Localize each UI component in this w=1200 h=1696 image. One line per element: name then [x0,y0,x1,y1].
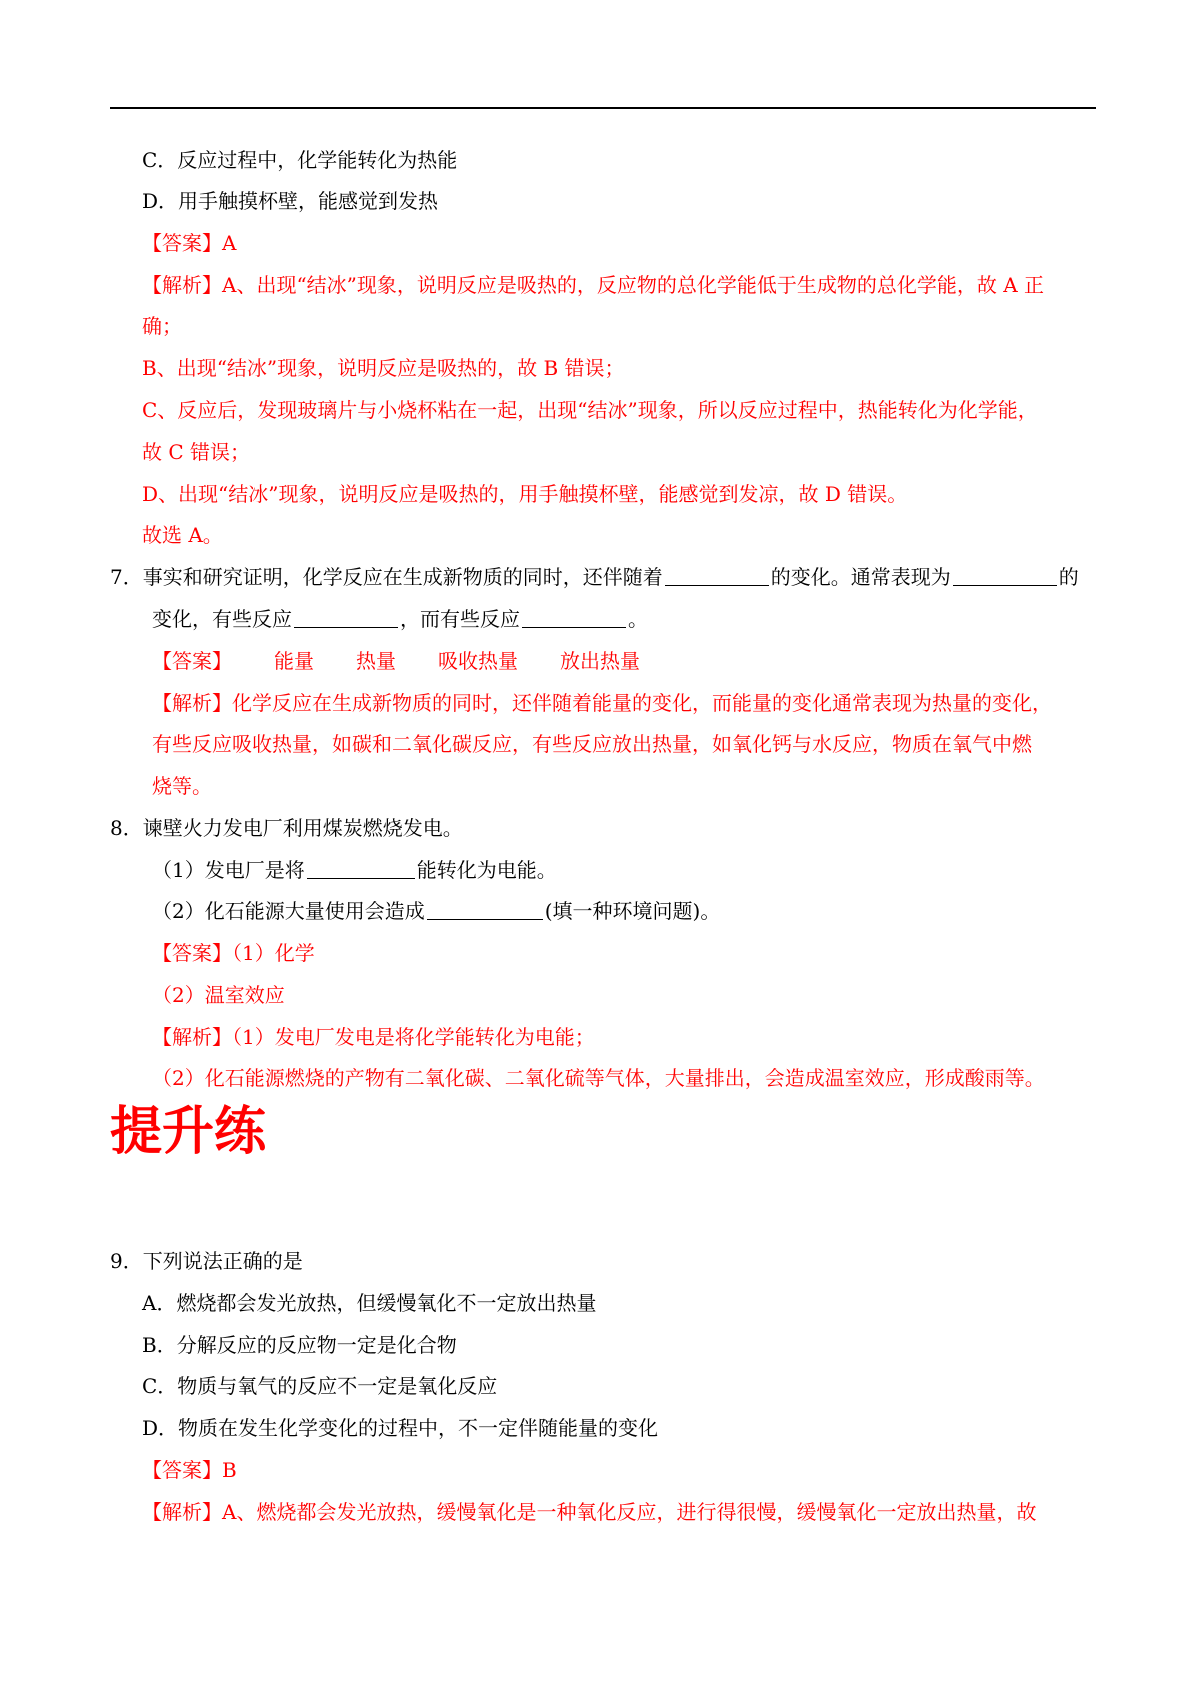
q8-text-part: （1）发电厂是将 [152,858,305,882]
q6-analysis-line-6: D、出现“结冰”现象，说明反应是吸热的，用手触摸杯壁，能感觉到发凉，故 D 错误。 [142,482,908,506]
q8-answer-1: 【答案】（1）化学 [152,941,315,965]
q7-analysis-line-3: 烧等。 [152,774,212,798]
q8-blank-2[interactable] [427,899,543,920]
q6-option-d: D．用手触摸杯壁，能感觉到发热 [142,189,439,213]
q6-analysis-line-2: 确； [142,314,182,338]
q9-analysis-line-1: 【解析】A、燃烧都会发光放热，缓慢氧化是一种氧化反应，进行得很慢，缓慢氧化一定放出热量，故 [142,1500,1037,1524]
q6-analysis-line-3: B、出现“结冰”现象，说明反应是吸热的，故 B 错误； [142,356,625,380]
q8-part-1 [152,857,557,883]
q7-analysis-line-1: 【解析】化学反应在生成新物质的同时，还伴随着能量的变化，而能量的变化通常表现为热量的变化， [152,691,1052,715]
q7-blank-2[interactable] [953,565,1057,586]
q8-blank-1[interactable] [307,858,415,879]
q9-option-d[interactable]: D．物质在发生化学变化的过程中，不一定伴随能量的变化 [142,1416,659,1440]
q7-text-part: 7．事实和研究证明，化学反应在生成新物质的同时，还伴随着 [110,565,663,589]
q7-stem-line-2 [152,606,648,632]
q7-stem-line-1 [110,564,1079,590]
q9-answer: 【答案】B [142,1458,237,1482]
q8-text-part: （2）化石能源大量使用会造成 [152,899,425,923]
q7-blank-4[interactable] [522,607,626,628]
q7-text-part: 变化，有些反应 [152,607,292,631]
q6-analysis-line-5: 故 C 错误； [142,440,251,464]
q9-option-a[interactable]: A．燃烧都会发光放热，但缓慢氧化不一定放出热量 [142,1291,597,1315]
q7-answer [152,648,640,674]
q9-title: 9．下列说法正确的是 [110,1249,303,1273]
q8-answer-2: （2）温室效应 [152,983,285,1007]
q6-answer: 【答案】A [142,231,237,255]
q7-text-part: ，而有些反应 [400,607,520,631]
q7-blank-1[interactable] [665,565,769,586]
q9-option-b[interactable]: B．分解反应的反应物一定是化合物 [142,1333,457,1357]
q7-blank-3[interactable] [294,607,398,628]
q6-option-c: C．反应过程中，化学能转化为热能 [142,148,458,172]
q8-analysis-2: （2）化石能源燃烧的产物有二氧化碳、二氧化硫等气体，大量排出，会造成温室效应，形成酸雨等。 [152,1066,1045,1090]
q7-analysis-line-2: 有些反应吸收热量，如碳和二氧化碳反应，有些反应放出热量，如氧化钙与水反应，物质在氧气中燃 [152,732,1032,756]
header-rule [110,107,1096,109]
q8-text-part: 能转化为电能。 [416,858,557,882]
q8-title: 8．谏壁火力发电厂利用煤炭燃烧发电。 [110,816,463,840]
q7-text-part: 。 [628,607,648,631]
q7-text-part: 的 [1058,565,1079,589]
q6-conclusion: 故选 A。 [142,523,223,547]
q9-option-c[interactable]: C．物质与氧气的反应不一定是氧化反应 [142,1374,498,1398]
q7-answer-item: 能量 [274,649,314,673]
q7-answer-item: 热量 [356,649,396,673]
q7-answer-label: 【答案】 [152,649,232,673]
q8-analysis-1: 【解析】（1）发电厂发电是将化学能转化为电能； [152,1025,595,1049]
q6-analysis-line-1: 【解析】A、出现“结冰”现象，说明反应是吸热的，反应物的总化学能低于生成物的总化学能，故 A 正 [142,273,1045,297]
q7-answer-item: 吸收热量 [438,649,518,673]
q7-text-part: 的变化。通常表现为 [770,565,951,589]
q6-analysis-line-4: C、反应后，发现玻璃片与小烧杯粘在一起，出现“结冰”现象，所以反应过程中，热能转化为化学能， [142,398,1038,422]
q7-answer-item: 放出热量 [560,649,640,673]
section-heading: 提升练 [110,1102,267,1162]
q8-text-part: (填一种环境问题)。 [544,899,721,923]
q8-part-2 [152,898,720,924]
